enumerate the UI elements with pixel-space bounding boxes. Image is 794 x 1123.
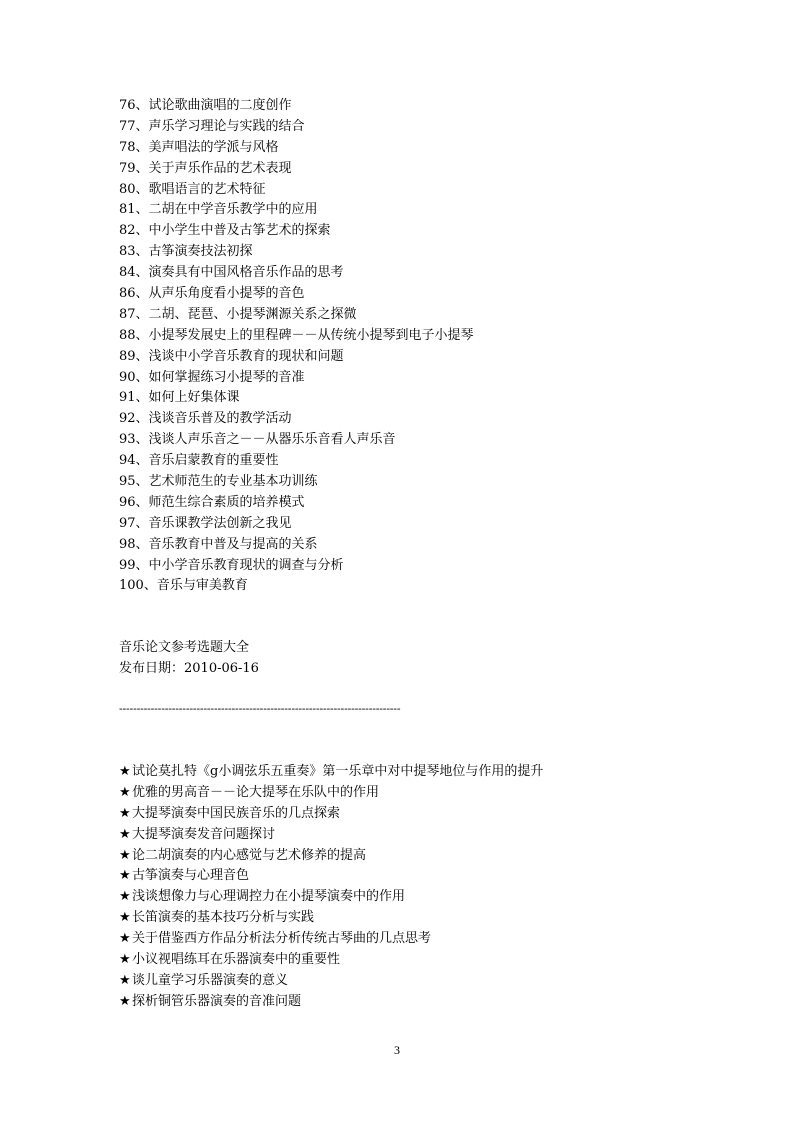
topic-item: 96、师范生综合素质的培养模式 — [119, 494, 305, 510]
star-icon: ★ — [119, 847, 131, 863]
star-topic-text: 探析铜管乐器演奏的音准问题 — [132, 993, 302, 1009]
star-topic-item — [119, 804, 679, 825]
separator-line: -------------------------------------------------------------------------------- — [119, 702, 401, 715]
star-topic-item — [119, 783, 679, 804]
topic-item: 80、歌唱语言的艺术特征 — [119, 181, 266, 197]
star-topic-text: 小议视唱练耳在乐器演奏中的重要性 — [132, 952, 341, 968]
star-topic-text: 长笛演奏的基本技巧分析与实践 — [132, 910, 315, 926]
topic-item: 79、关于声乐作品的艺术表现 — [119, 160, 292, 176]
star-icon: ★ — [119, 931, 131, 947]
star-icon: ★ — [119, 972, 131, 988]
topic-item: 97、音乐课教学法创新之我见 — [119, 515, 292, 531]
star-topic-text: 古筝演奏与心理音色 — [132, 868, 250, 884]
star-topic-item — [119, 971, 679, 992]
star-icon: ★ — [119, 805, 131, 821]
star-topic-text: 谈儿童学习乐器演奏的意义 — [132, 972, 289, 988]
star-topic-item — [119, 866, 679, 887]
star-topic-item — [119, 825, 679, 846]
topic-item: 94、音乐启蒙教育的重要性 — [119, 453, 279, 469]
topic-item: 90、如何掌握练习小提琴的音准 — [119, 369, 305, 385]
star-topic-text: 优雅的男高音－－论大提琴在乐队中的作用 — [132, 784, 380, 800]
star-icon: ★ — [119, 910, 131, 926]
topic-item: 78、美声唱法的学派与风格 — [119, 139, 279, 155]
star-topic-text: 论二胡演奏的内心感觉与艺术修养的提高 — [132, 847, 367, 863]
topic-item: 88、小提琴发展史上的里程碑－－从传统小提琴到电子小提琴 — [119, 327, 474, 343]
star-topic-text: 大提琴演奏中国民族音乐的几点探索 — [132, 805, 341, 821]
star-icon: ★ — [119, 993, 131, 1009]
star-icon: ★ — [119, 764, 131, 779]
article-header — [119, 638, 679, 680]
topic-item: 76、试论歌曲演唱的二度创作 — [119, 98, 292, 113]
topic-item: 87、二胡、琵琶、小提琴渊源关系之探微 — [119, 306, 357, 322]
topic-item: 98、音乐教育中普及与提高的关系 — [119, 536, 318, 552]
topic-item: 82、中小学生中普及古筝艺术的探索 — [119, 223, 331, 239]
topic-item: 89、浅谈中小学音乐教育的现状和问题 — [119, 348, 344, 364]
star-icon: ★ — [119, 889, 131, 905]
star-topic-item — [119, 950, 679, 971]
topic-item: 84、演奏具有中国风格音乐作品的思考 — [119, 265, 344, 281]
star-topic-text: 试论莫扎特《g小调弦乐五重奏》第一乐章中对中提琴地位与作用的提升 — [132, 764, 544, 779]
star-topic-text: 大提琴演奏发音问题探讨 — [132, 826, 276, 842]
page-number: 3 — [394, 1043, 400, 1057]
topic-item: 92、浅谈音乐普及的教学活动 — [119, 411, 292, 427]
topic-item: 91、如何上好集体课 — [119, 390, 240, 406]
star-topic-item — [119, 887, 679, 908]
star-topic-item — [119, 762, 679, 783]
topic-item: 95、艺术师范生的专业基本功训练 — [119, 474, 318, 490]
star-topic-item — [119, 846, 679, 867]
star-icon: ★ — [119, 784, 131, 800]
star-topic-list — [119, 762, 679, 1013]
star-topic-item — [119, 992, 679, 1013]
topic-item: 83、古筝演奏技法初探 — [119, 244, 253, 260]
topic-item: 77、声乐学习理论与实践的结合 — [119, 118, 305, 134]
star-topic-text: 浅谈想像力与心理调控力在小提琴演奏中的作用 — [132, 889, 406, 905]
article-title: 音乐论文参考选题大全 — [119, 640, 250, 655]
topic-item: 86、从声乐角度看小提琴的音色 — [119, 286, 305, 302]
publish-date: 发布日期：2010-06-16 — [119, 660, 259, 676]
numbered-topic-list — [119, 96, 679, 597]
topic-item: 93、浅谈人声乐音之－－从器乐乐音看人声乐音 — [119, 432, 396, 448]
star-topic-item — [119, 929, 679, 950]
topic-item: 99、中小学音乐教育现状的调查与分析 — [119, 557, 344, 573]
star-topic-item — [119, 908, 679, 929]
topic-item: 100、音乐与审美教育 — [119, 578, 248, 594]
star-icon: ★ — [119, 826, 131, 842]
topic-item: 81、二胡在中学音乐教学中的应用 — [119, 202, 318, 218]
star-icon: ★ — [119, 868, 131, 884]
star-topic-text: 关于借鉴西方作品分析法分析传统古琴曲的几点思考 — [132, 931, 432, 947]
star-icon: ★ — [119, 952, 131, 968]
